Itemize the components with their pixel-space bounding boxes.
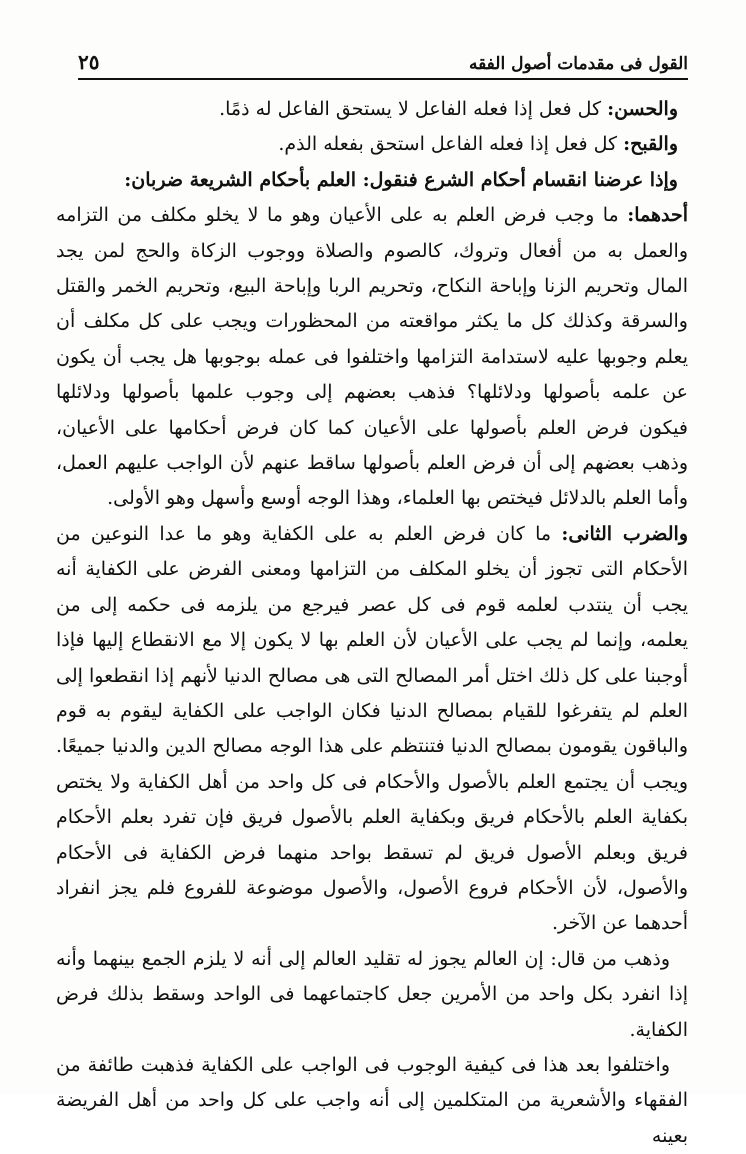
page-number: ٢٥ [78, 50, 100, 74]
section-first-kind [56, 198, 688, 517]
second-kind-label: والضرب الثانى: [561, 522, 688, 545]
definition-good [56, 92, 688, 127]
definition-bad [56, 127, 688, 162]
definition-bad-text: كل فعل إذا فعله الفاعل استحق بفعله الذم. [278, 133, 624, 156]
section-second-kind [56, 517, 688, 942]
section-heading: وإذا عرضنا انقسام أحكام الشرع فنقول: العلم بأحكام الشريعة ضربان: [124, 168, 678, 191]
page-body [56, 92, 688, 1154]
first-kind-text: ما وجب فرض العلم به على الأعيان وهو ما لا يخلو مكلف من التزامه والعمل به من أفعال وتروك، كالصوم والصلاة ووجوب الزكاة والحج لمن يجد المال وتحريم الزنا وإباحة النكاح، وتحريم الربا وإباحة البيع، وتحريم الخمر والقتل والسرقة وكذلك كل ما يكثر مواقعته من المحظورات ويجب على كل مكلف أن يعلم وجوبها عليه لاستدامة التزامها واختلفوا فى عمله بوجوبها هل يجب أن يكون عن علمه بأصولها ودلائلها؟ فذهب بعضهم إلى وجوب علمها بأصولها ودلائلها فيكون فرض العلم بأصولها على الأعيان كما كان فرض أحكامها على الأعيان، وذهب بعضهم إلى أن فرض العلم بأصولها ساقط عنهم لأن الواجب عليهم العمل، وأما العلم بالدلائل فيختص بها العلماء، وهذا الوجه أوسع وأسهل وهو الأولى. [56, 204, 688, 510]
term-good: والحسن: [607, 98, 678, 120]
first-kind-label: أحدهما: [627, 204, 688, 227]
second-kind-text: ما كان فرض العلم به على الكفاية وهو ما عدا النوعين من الأحكام التى تجوز أن يخلو المكلف من التزامها ومعنى الفرض على الكفاية أنه يجب أن ينتدب لعلمه قوم فى كل عصر فيرجع من يلزمه فى حكمه إلى من يعلمه، وإنما لم يجب على الأعيان لأن العلم بها لا يكون إلا مع الانقطاع إليها فإذا أوجبنا على كل ذلك اختل أمر المصالح التى هى مصالح الدنيا لأنهم إذا انقطعوا إلى العلم لم يتفرغوا للقيام بمصالح الدنيا فكان الواجب على الكفاية ليقوم به قوم والباقون يقومون بمصالح الدنيا فتنتظم على هذا الوجه مصالح الدين والدنيا جميعًا. ويجب أن يجتمع العلم بالأصول والأحكام فى كل واحد من أهل الكفاية ولا يختص بكفاية العلم بالأحكام فريق وبكفاية العلم بالأصول فريق فإن تفرد بعلم الأحكام فريق وبعلم الأصول فريق لم تسقط بواحد منهما فرض الكفاية فى الأحكام والأصول، لأن الأحكام فروع الأصول، والأصول موضوعة للفروع فلم يجز انفراد أحدهما عن الآخر. [56, 522, 688, 935]
running-header [78, 40, 688, 80]
running-title: القول فى مقدمات أصول الفقه [468, 54, 688, 74]
term-bad: والقبح: [623, 133, 678, 156]
paragraph-disagreement: واختلفوا بعد هذا فى كيفية الوجوب فى الواجب على الكفاية فذهبت طائفة من الفقهاء والأشعرية من المتكلمين إلى أنه واجب على كل واحد من أهل الفريضة بعينه [56, 1053, 688, 1147]
definition-good-text: كل فعل إذا فعله الفاعل لا يستحق الفاعل له ذمًا. [219, 98, 608, 120]
paragraph-taqlid: وذهب من قال: إن العالم يجوز له تقليد العالم إلى أنه لا يلزم الجمع بينهما وأنه إذا انفرد بكل واحد من الأمرين جعل كاجتماعهما فى الواحد وسقط بذلك فرض الكفاية. [56, 947, 688, 1041]
